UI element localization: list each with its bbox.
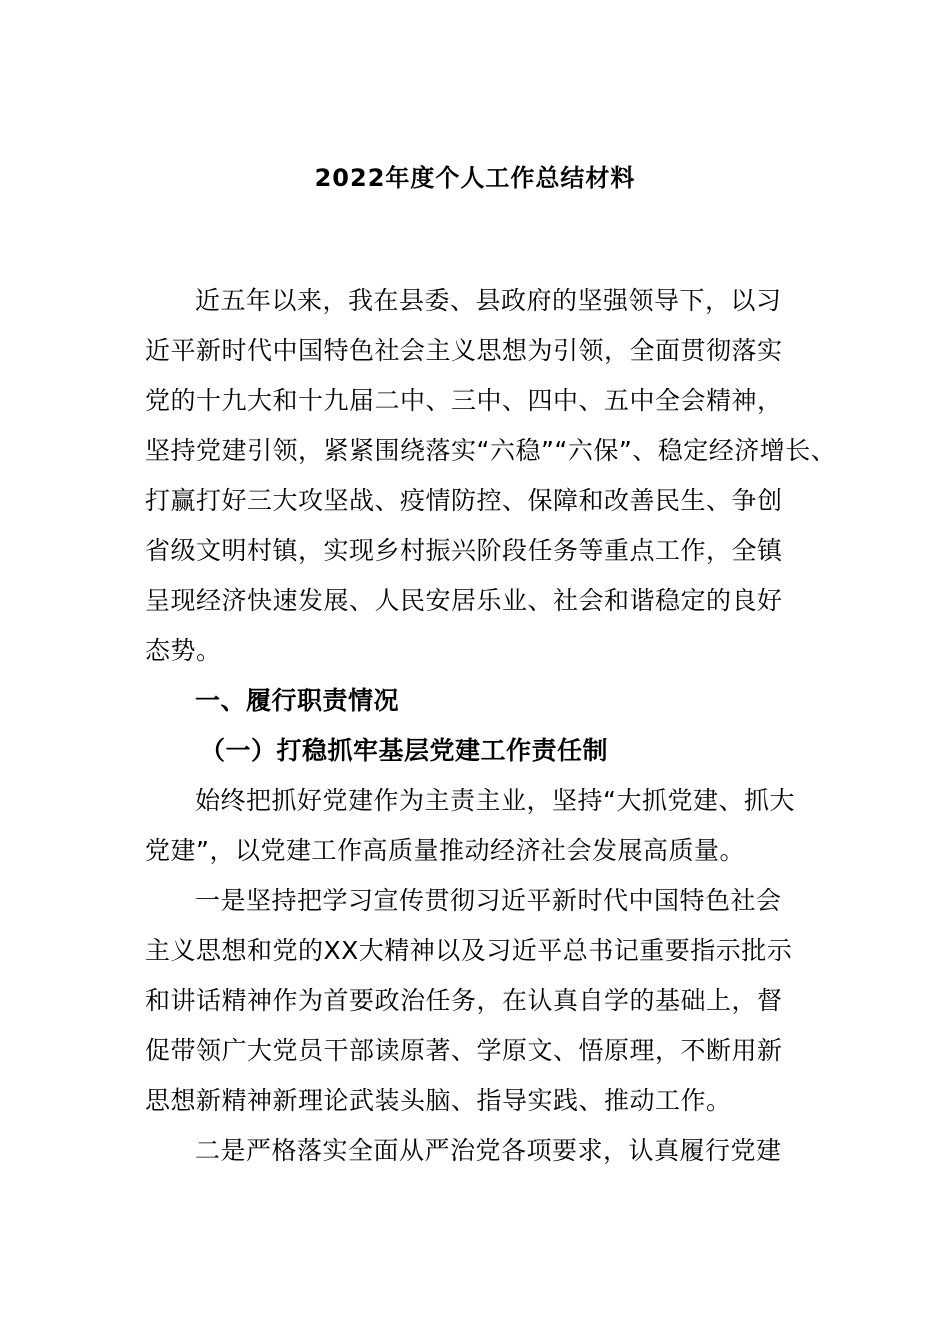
paragraph-line: 一是坚持把学习宣传贯彻习近平新时代中国特色社会 (195, 886, 782, 915)
paragraph-line: 呈现经济快速发展、人民安居乐业、社会和谐稳定的良好 (145, 586, 783, 615)
paragraph-line: 打赢打好三大攻坚战、疫情防控、保障和改善民生、争创 (145, 486, 783, 515)
paragraph-line: 和讲话精神作为首要政治任务，在认真自学的基础上，督 (145, 986, 783, 1015)
section-heading: 一、履行职责情况 (195, 686, 400, 715)
paragraph-line: 党建”，以党建工作高质量推动经济社会发展高质量。 (145, 836, 745, 865)
paragraph-line: 近五年以来，我在县委、县政府的坚强领导下，以习 (195, 286, 782, 315)
document-title: 2022年度个人工作总结材料 (314, 164, 636, 192)
paragraph-line: 思想新精神新理论武装头脑、指导实践、推动工作。 (145, 1086, 732, 1115)
subsection-heading: （一）打稳抓牢基层党建工作责任制 (200, 736, 609, 765)
paragraph-line: 省级文明村镇，实现乡村振兴阶段任务等重点工作，全镇 (145, 536, 783, 565)
paragraph-line: 近平新时代中国特色社会主义思想为引领，全面贯彻落实 (145, 336, 783, 365)
paragraph-line: 促带领广大党员干部读原著、学原文、悟原理，不断用新 (145, 1036, 783, 1065)
paragraph-line: 态势。 (145, 636, 222, 665)
paragraph-line: 二是严格落实全面从严治党各项要求，认真履行党建 (195, 1136, 782, 1165)
paragraph-line: 党的十九大和十九届二中、三中、四中、五中全会精神， (145, 386, 783, 415)
paragraph-line: 主义思想和党的XX大精神以及习近平总书记重要指示批示 (145, 936, 793, 965)
paragraph-line: 始终把抓好党建作为主责主业，坚持“大抓党建、抓大 (195, 786, 795, 815)
paragraph-line: 坚持党建引领，紧紧围绕落实“六稳”“六保”、稳定经济增长、 (145, 436, 837, 465)
